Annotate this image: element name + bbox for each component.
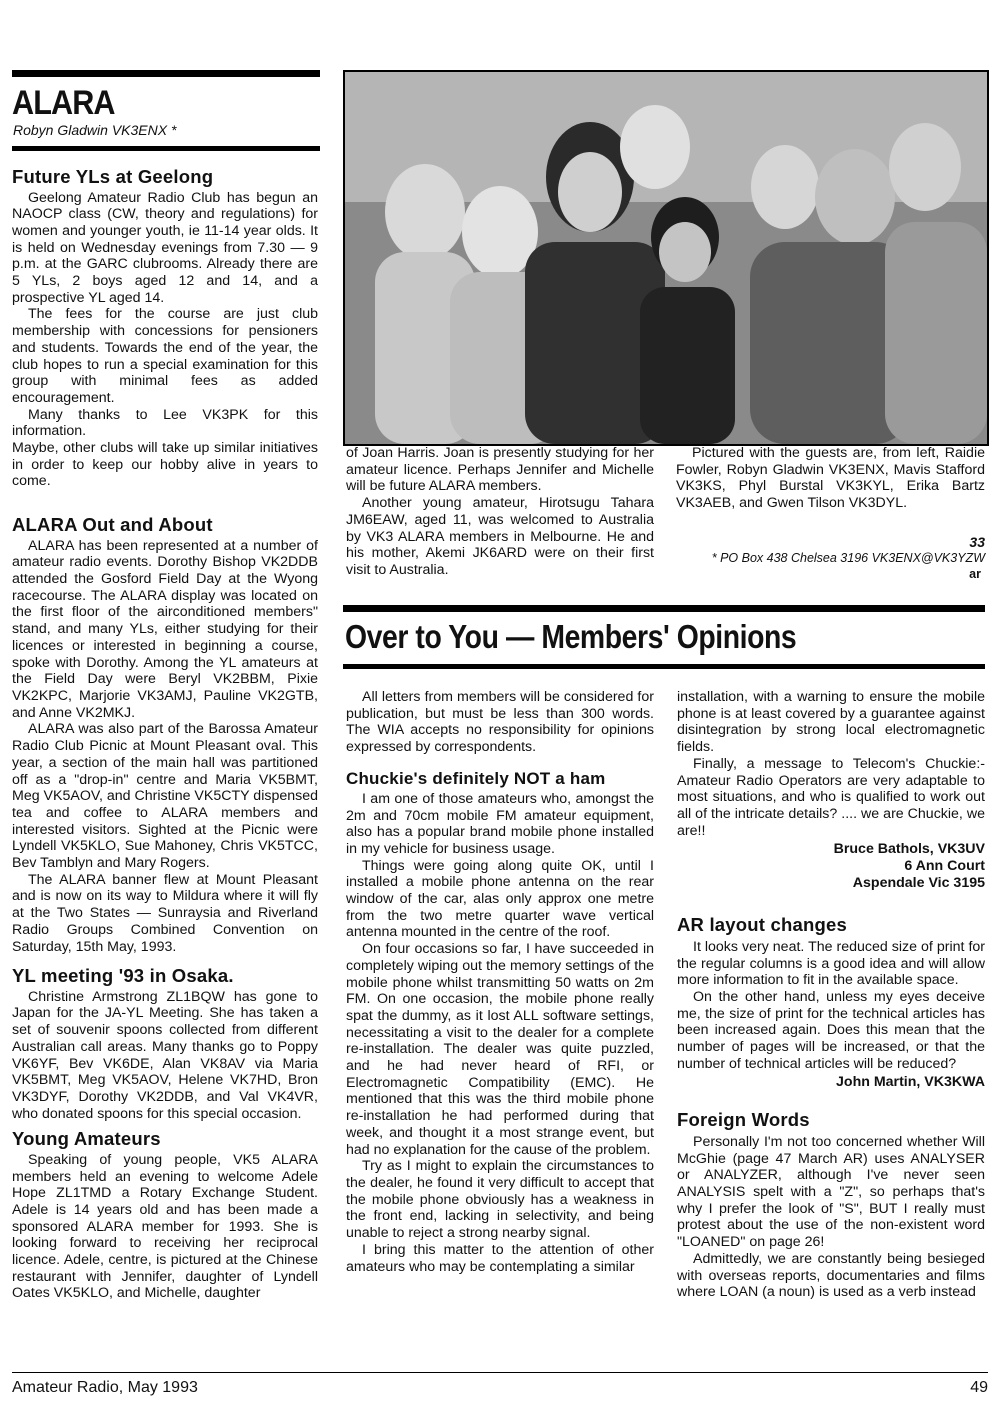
paragraph: Things were going along quite OK, until I installed a mobile phone antenna on the rear window of the car, alas only approx one metre from the two metre quarter wave vertical antenna mounted in the centre of the roof. xyxy=(346,857,654,941)
photo-caption xyxy=(676,445,985,512)
opinions-column-1 xyxy=(346,689,654,1275)
paragraph: Try as I might to explain the circumstances to the dealer, he found it very difficult to accept that the mobile phone obviously has a weakness in the front end, lacking in selectivity, and being unable to reject a strong nearby signal. xyxy=(346,1158,654,1242)
paragraph: Many thanks to Lee VK3PK for this information. xyxy=(12,406,318,440)
group-photo xyxy=(343,70,989,446)
paragraph: I bring this matter to the attention of other amateurs who may be contemplating a similar xyxy=(346,1241,654,1275)
paragraph: Geelong Amateur Radio Club has begun an NAOCP class (CW, theory and regulations) for women and younger youth, ie 11-14 year olds. It is held on Wednesday evenings from 7.30 — 9 p.m. at the GARC clubrooms. Already there are 5 YLs, 2 boys aged 12 and 14, and a prospective YL aged 14. xyxy=(12,189,318,306)
heading-out-about: ALARA Out and About xyxy=(12,514,213,536)
heading-chuckie: Chuckie's definitely NOT a ham xyxy=(346,768,606,788)
heading-future-yls: Future YLs at Geelong xyxy=(12,166,214,187)
opinions-rule xyxy=(343,664,985,669)
intro-text: All letters from members will be considered for publication, but must be less than 300 words. The WIA accepts no responsibility for opinions expressed by correspondents. xyxy=(346,689,654,756)
signature-line: Aspendale Vic 3195 xyxy=(852,875,985,892)
paragraph: Christine Armstrong ZL1BQW has gone to Japan for the JA-YL Meeting. She has taken a set of souvenir spoons collected from different Australian call areas. Many thanks go to Poppy VK6YF, Bev VK6DE, Alan VK8AV via Maria VK5BMT, Meg VK5AOV, Helene VK7HD, Bron VK3DYF, Dorothy VK2DDB, and Val VK4VR, who donated spoons for this special occasion. xyxy=(12,988,318,1122)
footer-rule xyxy=(12,1372,988,1373)
heading-young-amateurs: Young Amateurs xyxy=(12,1128,161,1150)
opinions-column-2 xyxy=(677,689,985,1301)
paragraph: Speaking of young people, VK5 ALARA members held an evening to welcome Adele Hope ZL1TMD a Rotary Exchange Student. Adele is 14 years old and has been made a sponsored ALARA member for 1993. She is looking forward to receiving her reciprocal licence. Adele, centre, is pictured at the Chinese restaurant with Jennifer, daughter of Lyndell Oates VK5KLO, and Michelle, daughter xyxy=(12,1151,318,1302)
heading-layout: AR layout changes xyxy=(677,914,847,936)
paragraph: Finally, a message to Telecom's Chuckie:- Amateur Radio Operators are very adaptable to most situations, and who is qualified to work out all of the intricate details? .... we are Chuckie, we are!! xyxy=(677,755,985,839)
paragraph: Personally I'm not too concerned whether Will McGhie (page 47 March AR) uses ANALYSER or ANALYZER, although I've never seen ANALYSIS spelt with a "Z", so perhaps that's why I prefer the look of "S", BUT I really must protest about the use of the non-existent word "LOANED" on page 26! xyxy=(677,1133,985,1251)
signature-line: John Martin, VK3KWA xyxy=(836,1074,985,1091)
caption-text: Pictured with the guests are, from left, Raidie Fowler, Robyn Gladwin VK3ENX, Mavis Stafford VK3KS, Phyl Burstal VK3KYL, Erika Bartz VK3AEB, and Gwen Tilson VK3DYL. xyxy=(676,445,985,512)
opinions-top-rule xyxy=(343,605,985,612)
footnote: * PO Box 438 Chelsea 3196 VK3ENX@VK3YZW xyxy=(711,551,985,565)
paragraph: I am one of those amateurs who, amongst the 2m and 70cm mobile FM amateur equipment, also has a popular brand mobile phone installed in my vehicle for business usage. xyxy=(346,790,654,857)
footer-publication: Amateur Radio, May 1993 xyxy=(12,1379,198,1396)
left-column xyxy=(12,168,318,1302)
group-photo-image xyxy=(345,72,987,444)
heading-yl-meeting: YL meeting '93 in Osaka. xyxy=(12,965,234,987)
section-title: ALARA xyxy=(12,84,115,122)
paragraph: It looks very neat. The reduced size of print for the regular columns is a good idea and will allow more information to fit in the available space. xyxy=(677,938,985,989)
paragraph: ALARA has been represented at a number of amateur radio events. Dorothy Bishop VK2DDB attended the Gosford Field Day at the Wyong racecourse. The ALARA display was located on the first floor of the airconditioned members" stand, and many YLs, either studying for their licences or interested in beginning a course, spoke with Dorothy. Among the YL amateurs at the Field Day were Beryl VK2BBM, Pixie VK2KPC, Marjorie VK3AMJ, Pauline VK2GTB, and Anne VK2MKJ. xyxy=(12,537,318,721)
signature-line: 6 Ann Court xyxy=(904,858,985,875)
paragraph: Maybe, other clubs will take up similar initiatives in order to keep our hobby alive in years to come. xyxy=(12,440,318,490)
paragraph: Admittedly, we are constantly being besieged with overseas reports, documentaries and films where LOAN (a noun) is used as a verb instead xyxy=(677,1250,985,1301)
footnote-number: 33 xyxy=(969,534,985,550)
paragraph: On four occasions so far, I have succeeded in completely wiping out the memory settings of the mobile phone whilst transmitting 50 watts on 2m FM. On one occasion, the mobile phone really spat the dummy, as it lost ALL software settings, necessitating a visit to the dealer for a complete re-installation. The dealer was quite puzzled, and he had never heard of RFI, or Electromagnetic Compatibility (EMC). He mentioned that this was the third mobile phone re-installation he had performed during that week, and thought it a most strange event, but had no explanation for the cause of the problem. xyxy=(346,941,654,1158)
top-rule-left xyxy=(12,70,320,77)
paragraph: ALARA was also part of the Barossa Amateur Radio Club Picnic at Mount Pleasant oval. This year, a section of the main hall was partitioned off as a "drop-in" centre and Maria VK5BMT, Meg VK5AOV, and Christine VK5CTY dispensed tea and coffee to ALARA members and interested visitors. Sighted at the Picnic were Lyndell VK5KLO, Sue Mahoney, Chris VK5TCC, Bev Tamblyn and Mary Rogers. xyxy=(12,721,318,872)
page-number: 49 xyxy=(970,1379,988,1396)
paragraph: The fees for the course are just club membership with concessions for pensioners and students. Towards the end of the year, the club hopes to run a special examination for this group with minimal fees as added encouragement. xyxy=(12,306,318,406)
signature-line: Bruce Bathols, VK3UV xyxy=(833,841,985,858)
paragraph: The ALARA banner flew at Mount Pleasant and is now on its way to Mildura where it will fly at the Two States — Sunraysia and Riverland Radio Groups Combined Convention on Saturday, 15th May, 1993. xyxy=(12,871,318,955)
end-mark: ar xyxy=(969,567,981,581)
byline: Robyn Gladwin VK3ENX * xyxy=(13,122,177,138)
paragraph: On the other hand, unless my eyes deceive me, the size of print for the technical articles has been increased again. Does this mean that the number of pages will be increased, or that the number of technical articles will be reduced? xyxy=(677,988,985,1072)
title-rule xyxy=(12,146,320,151)
paragraph: of Joan Harris. Joan is presently studying for her amateur licence. Perhaps Jennifer and Michelle will be future ALARA members. xyxy=(346,445,654,495)
middle-column xyxy=(346,445,654,579)
paragraph: Another young amateur, Hirotsugu Tahara JM6EAW, aged 11, was welcomed to Australia by VK3 ALARA members in Melbourne. He and his mother, Akemi JK6ARD were on their first visit to Australia. xyxy=(346,495,654,578)
opinions-title: Over to You — Members' Opinions xyxy=(345,618,797,655)
paragraph: installation, with a warning to ensure the mobile phone is at least covered by a guarantee against disintegration by strong local electromagnetic fields. xyxy=(677,689,985,756)
heading-foreign: Foreign Words xyxy=(677,1109,810,1131)
